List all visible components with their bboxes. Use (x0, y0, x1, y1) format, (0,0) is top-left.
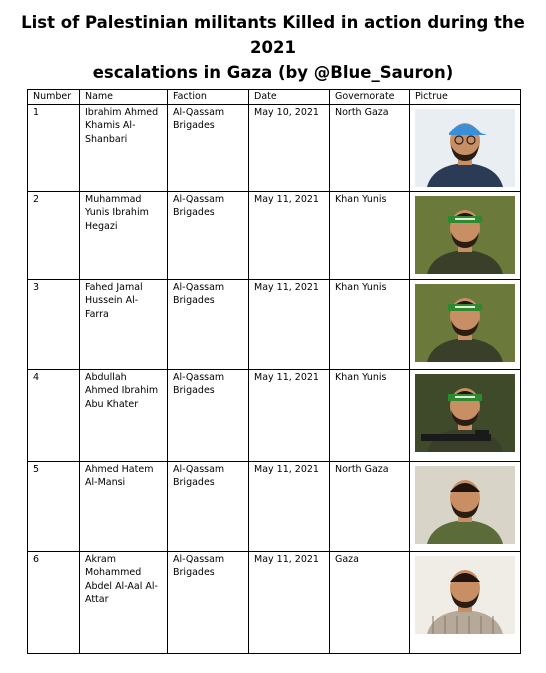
cell-governorate: Khan Yunis (330, 279, 410, 369)
header-name: Name (80, 90, 168, 105)
militant-portrait-photo (415, 196, 515, 274)
header-number: Number (28, 90, 80, 105)
cell-picture (410, 191, 521, 279)
militant-portrait-photo (415, 284, 515, 362)
table-row (28, 461, 521, 551)
cell-date: May 11, 2021 (249, 551, 330, 653)
cell-faction: Al-Qassam Brigades (168, 369, 249, 461)
cell-name: Fahed Jamal Hussein Al-Farra (80, 279, 168, 369)
cell-picture (410, 551, 521, 653)
cell-name: Abdullah Ahmed Ibrahim Abu Khater (80, 369, 168, 461)
cell-faction: Al-Qassam Brigades (168, 191, 249, 279)
cell-faction: Al-Qassam Brigades (168, 104, 249, 191)
militants-table (27, 89, 521, 654)
militant-portrait-photo (415, 556, 515, 634)
header-date: Date (249, 90, 330, 105)
cell-picture (410, 461, 521, 551)
cell-picture (410, 279, 521, 369)
title-line-2: escalations in Gaza (by @Blue_Sauron) (92, 63, 454, 82)
cell-name: Ahmed Hatem Al-Mansi (80, 461, 168, 551)
cell-number: 4 (28, 369, 80, 461)
table-row (28, 279, 521, 369)
cell-governorate: North Gaza (330, 104, 410, 191)
cell-governorate: North Gaza (330, 461, 410, 551)
cell-date: May 11, 2021 (249, 369, 330, 461)
cell-number: 3 (28, 279, 80, 369)
cell-governorate: Khan Yunis (330, 191, 410, 279)
cell-picture (410, 104, 521, 191)
cell-number: 1 (28, 104, 80, 191)
table-row (28, 369, 521, 461)
cell-date: May 10, 2021 (249, 104, 330, 191)
header-picture: Pictrue (410, 90, 521, 105)
cell-date: May 11, 2021 (249, 461, 330, 551)
cell-date: May 11, 2021 (249, 279, 330, 369)
militant-portrait-photo (415, 466, 515, 544)
document-title (20, 10, 526, 85)
header-faction: Faction (168, 90, 249, 105)
cell-name: Akram Mohammed Abdel Al-Aal Al-Attar (80, 551, 168, 653)
title-line-1: List of Palestinian militants Killed in action during the 2021 (21, 13, 525, 57)
cell-governorate: Khan Yunis (330, 369, 410, 461)
cell-faction: Al-Qassam Brigades (168, 551, 249, 653)
cell-governorate: Gaza (330, 551, 410, 653)
cell-number: 5 (28, 461, 80, 551)
cell-number: 6 (28, 551, 80, 653)
cell-picture (410, 369, 521, 461)
cell-faction: Al-Qassam Brigades (168, 279, 249, 369)
cell-faction: Al-Qassam Brigades (168, 461, 249, 551)
table-header-row (28, 90, 521, 105)
cell-date: May 11, 2021 (249, 191, 330, 279)
table-row (28, 104, 521, 191)
cell-name: Muhammad Yunis Ibrahim Hegazi (80, 191, 168, 279)
militant-portrait-photo (415, 109, 515, 187)
militant-portrait-photo (415, 374, 515, 452)
table-row (28, 551, 521, 653)
header-governorate: Governorate (330, 90, 410, 105)
table-row (28, 191, 521, 279)
cell-name: Ibrahim Ahmed Khamis Al-Shanbari (80, 104, 168, 191)
cell-number: 2 (28, 191, 80, 279)
